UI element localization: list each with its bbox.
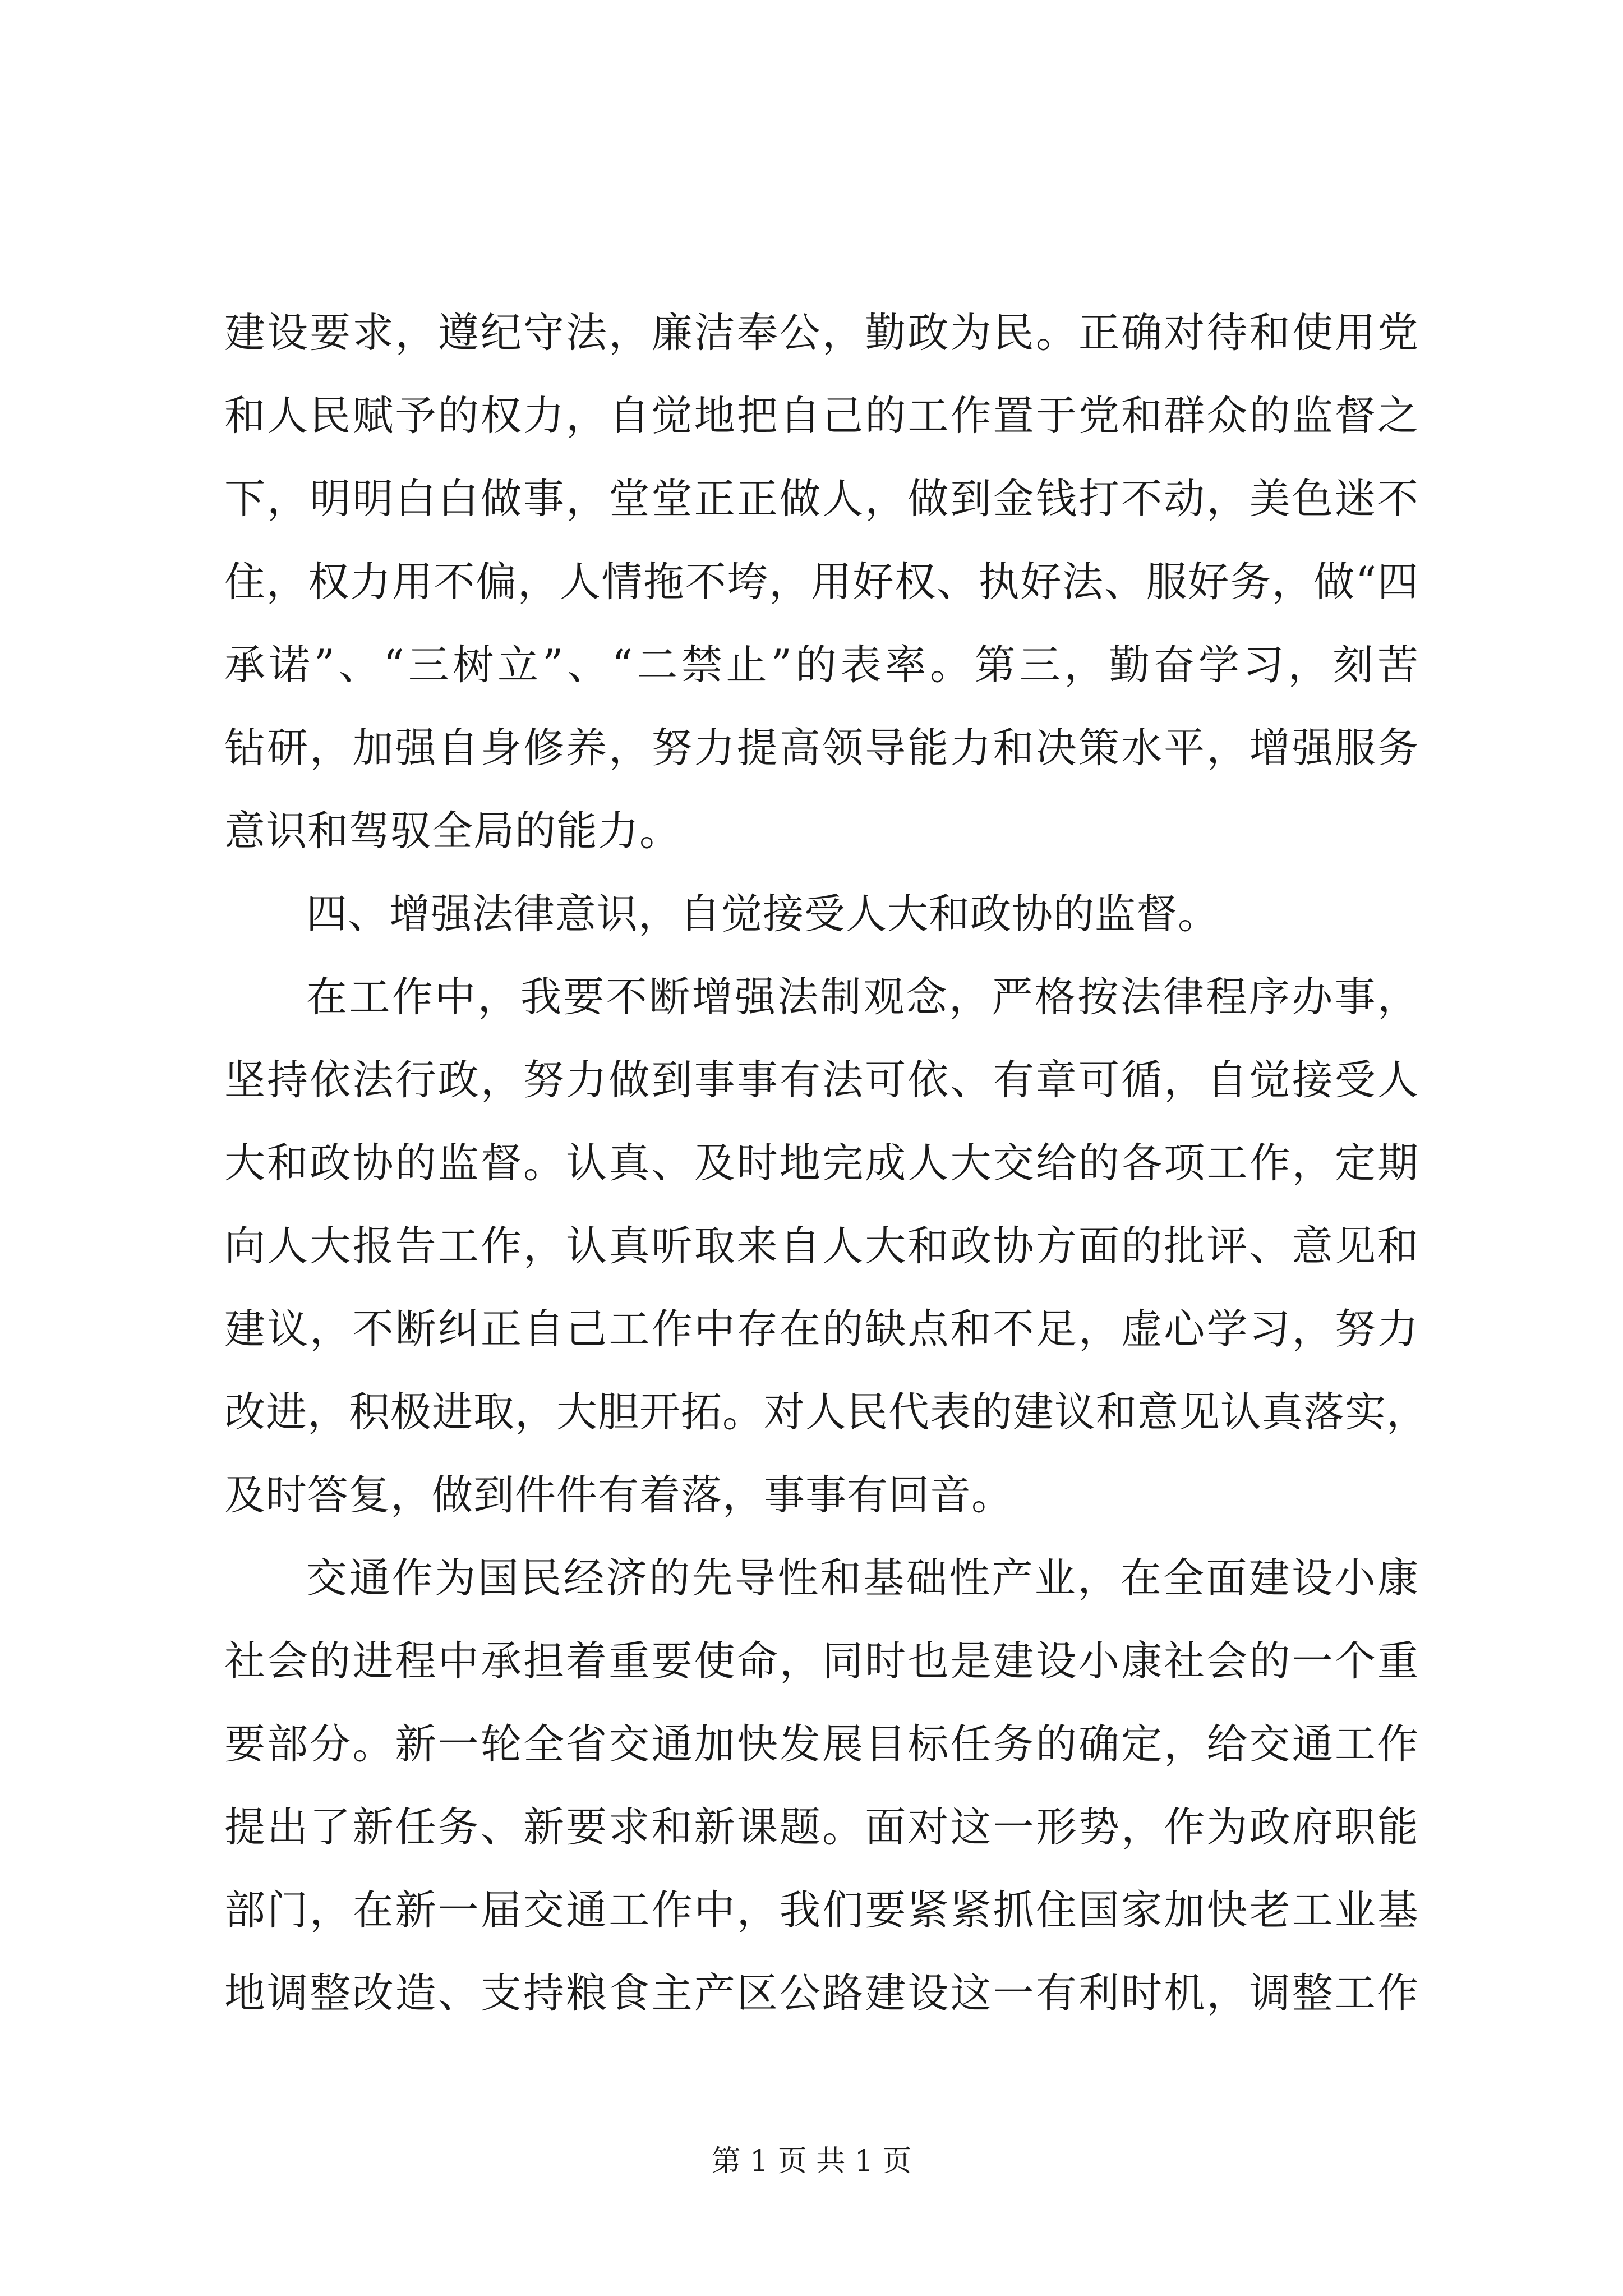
text-line: 钻研，加强自身修养，努力提高领导能力和决策水平，增强服务 xyxy=(224,724,1419,772)
text-line: 和人民赋予的权力，自觉地把自己的工作置于党和群众的监督之 xyxy=(224,392,1419,440)
text-line: 社会的进程中承担着重要使命，同时也是建设小康社会的一个重 xyxy=(224,1637,1419,1685)
text-line: 坚持依法行政，努力做到事事有法可依、有章可循，自觉接受人 xyxy=(224,1056,1419,1104)
text-line: 改进，积极进取，大胆开拓。对人民代表的建议和意见认真落实， xyxy=(224,1388,1428,1436)
text-line: 及时答复，做到件件有着落，事事有回音。 xyxy=(224,1471,1013,1519)
text-line: 交通作为国民经济的先导性和基础性产业，在全面建设小康 xyxy=(306,1554,1419,1602)
text-line: 大和政协的监督。认真、及时地完成人大交给的各项工作，定期 xyxy=(224,1139,1419,1187)
text-line: 向人大报告工作，认真听取来自人大和政协方面的批评、意见和 xyxy=(224,1222,1419,1270)
text-line: 地调整改造、支持粮食主产区公路建设这一有利时机，调整工作 xyxy=(224,1970,1419,2017)
section-heading: 四、增强法律意识，自觉接受人大和政协的监督。 xyxy=(306,890,1219,938)
page-footer xyxy=(0,2137,1623,2179)
text-line: 部门，在新一届交通工作中，我们要紧紧抓住国家加快老工业基 xyxy=(224,1887,1419,1934)
text-line: 建设要求，遵纪守法，廉洁奉公，勤政为民。正确对待和使用党 xyxy=(224,309,1419,357)
text-line: 意识和驾驭全局的能力。 xyxy=(224,807,681,855)
text-line: 建议，不断纠正自己工作中存在的缺点和不足，虚心学习，努力 xyxy=(224,1305,1419,1353)
page-number: 第 1 页 共 1 页 xyxy=(711,2145,912,2178)
text-line: 承诺”、“三树立”、“二禁止”的表率。第三，勤奋学习，刻苦 xyxy=(224,641,1419,689)
text-line: 提出了新任务、新要求和新课题。面对这一形势，作为政府职能 xyxy=(224,1803,1419,1851)
text-line: 住，权力用不偏，人情拖不垮，用好权、执好法、服好务，做“四 xyxy=(224,558,1419,606)
text-line: 下，明明白白做事，堂堂正正做人，做到金钱打不动，美色迷不 xyxy=(224,475,1419,523)
text-line: 在工作中，我要不断增强法制观念，严格按法律程序办事， xyxy=(306,973,1419,1021)
document-body xyxy=(224,292,1428,2035)
text-line: 要部分。新一轮全省交通加快发展目标任务的确定，给交通工作 xyxy=(224,1720,1419,1768)
